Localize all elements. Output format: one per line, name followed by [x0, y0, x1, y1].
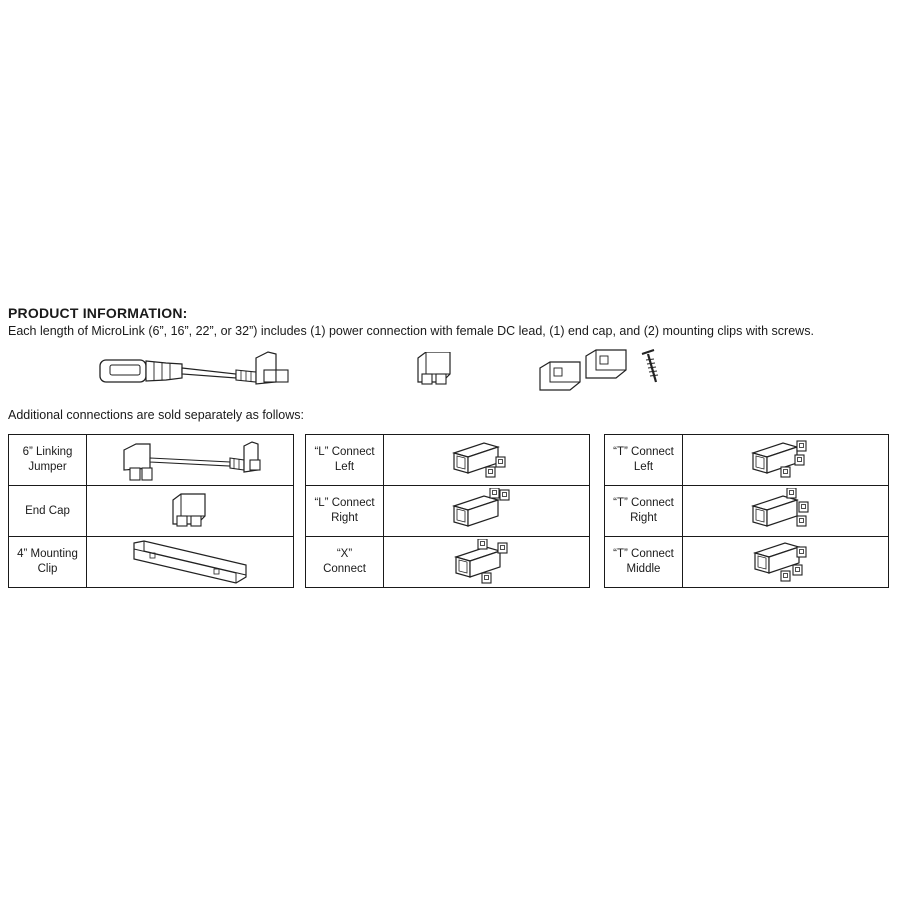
- part-image-cell: [683, 435, 889, 486]
- end-cap-drawing: [414, 352, 454, 388]
- table-row: [9, 486, 294, 537]
- part-image-cell: [87, 537, 294, 588]
- product-info-heading: PRODUCT INFORMATION:: [8, 305, 188, 321]
- part-label: “L” Connect Left: [306, 435, 384, 486]
- end-cap-drawing: [165, 491, 215, 531]
- part-label: “T” Connect Middle: [605, 537, 683, 588]
- part-label: 4” Mounting Clip: [9, 537, 87, 588]
- table-row: [605, 435, 889, 486]
- l-connect-left-drawing: [452, 437, 522, 483]
- part-image-cell: [87, 435, 294, 486]
- part-label: End Cap: [9, 486, 87, 537]
- table-row: [9, 435, 294, 486]
- t-connect-left-drawing: [751, 437, 821, 483]
- part-image-cell: [384, 435, 590, 486]
- parts-table-1: [8, 434, 294, 588]
- part-image-cell: [384, 486, 590, 537]
- part-label: “L” Connect Right: [306, 486, 384, 537]
- t-connect-right-drawing: [751, 488, 821, 534]
- t-connect-middle-drawing: [751, 539, 821, 585]
- parts-table-2: [305, 434, 590, 588]
- table-row: [306, 435, 590, 486]
- product-info-description: Each length of MicroLink (6”, 16”, 22”, or 32”) includes (1) power connection with female DC lead, (1) end cap, and (2) mounting clips with screws.: [8, 324, 814, 338]
- table-row: [605, 486, 889, 537]
- table-row: [306, 486, 590, 537]
- power-connection-with-dc-lead-drawing: [96, 348, 296, 392]
- part-image-cell: [384, 537, 590, 588]
- part-image-cell: [683, 537, 889, 588]
- mounting-clip-drawing: [130, 539, 250, 585]
- table-row: [605, 537, 889, 588]
- linking-jumper-drawing: [110, 438, 270, 482]
- l-connect-right-drawing: [452, 488, 522, 534]
- part-image-cell: [87, 486, 294, 537]
- part-label: 6” Linking Jumper: [9, 435, 87, 486]
- part-label: “X” Connect: [306, 537, 384, 588]
- table-row: [306, 537, 590, 588]
- parts-table-3: [604, 434, 889, 588]
- part-label: “T” Connect Right: [605, 486, 683, 537]
- table-row: [9, 537, 294, 588]
- part-image-cell: [683, 486, 889, 537]
- part-label: “T” Connect Left: [605, 435, 683, 486]
- mounting-clips-with-screw-drawing: [536, 346, 670, 396]
- x-connect-drawing: [452, 539, 522, 585]
- additional-connections-text: Additional connections are sold separately as follows:: [8, 408, 305, 422]
